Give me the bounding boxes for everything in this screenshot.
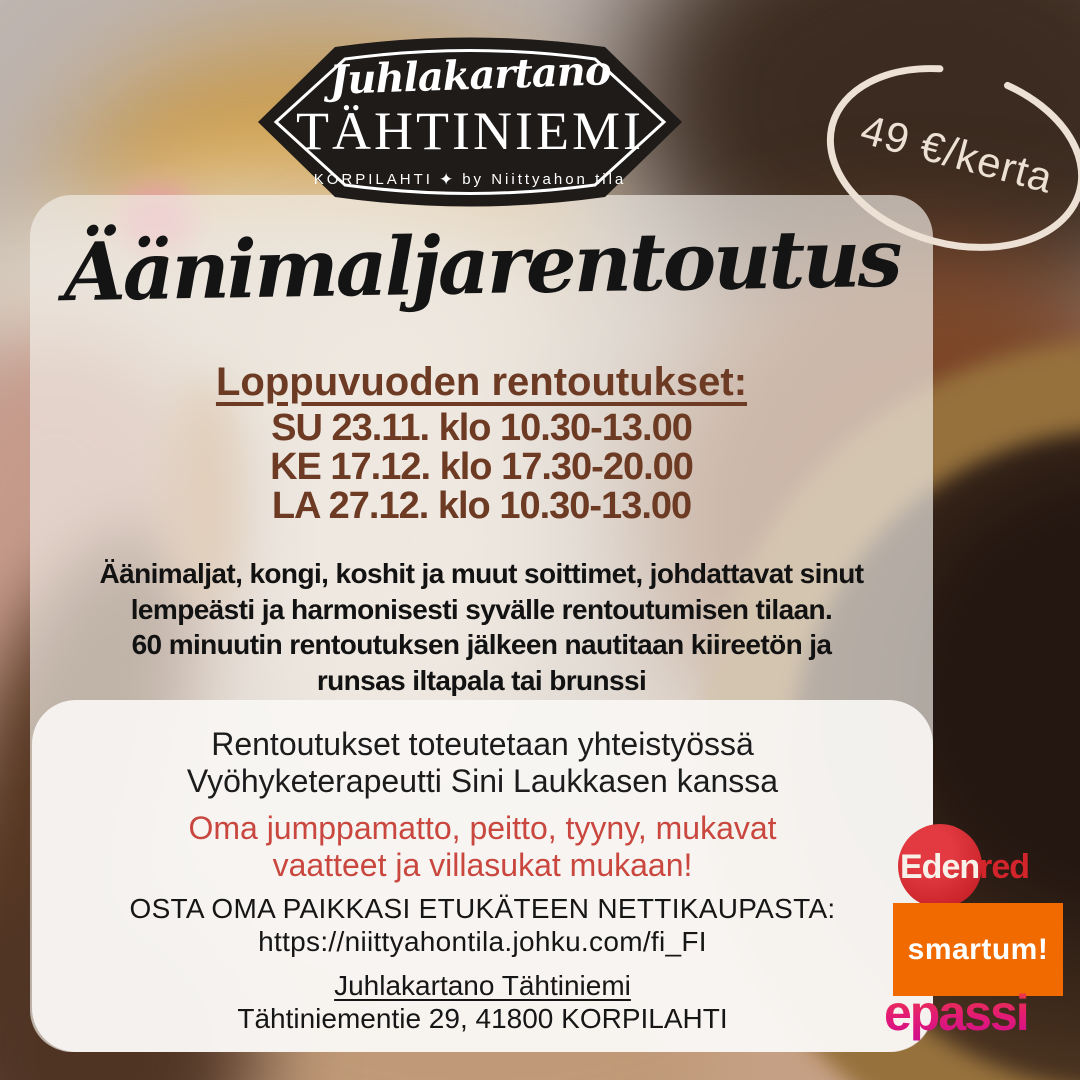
venue-name: Juhlakartano Tähtiniemi [334,970,631,1001]
schedule-session: SU 23.11. klo 10.30-13.00 [271,407,692,449]
schedule-heading: Loppuvuoden rentoutukset: [215,360,748,404]
badge-script-text: Juhlakartano [328,47,612,104]
poster-title: Äänimaljarentoutus [62,210,901,320]
badge-venue-name: TÄHTINIEMI [296,101,644,161]
schedule-session: LA 27.12. klo 10.30-13.00 [271,484,692,527]
bring-along-line: vaatteet ja villasukat mukaan! [272,847,693,884]
purchase-info [32,893,933,959]
venue-address-block [32,970,933,1036]
description-line: runsas iltapala tai brunssi [316,664,647,696]
edenred-logo [896,824,1066,912]
badge-tagline [250,170,690,190]
smartum-wordmark: smartum! [907,932,1049,966]
smartum-logo [893,903,1063,996]
epassi-logo: epassi [884,985,1028,1041]
description-line: 60 minuutin rentoutuksen jälkeen nautitaan kiireetön ja [131,629,832,661]
venue-address: Tähtiniementie 29, 41800 KORPILAHTI [237,1002,728,1034]
edenred-word-white: Eden [900,848,980,886]
badge-tagline-city: KORPILAHTI [313,171,433,188]
edenred-word-red: red [979,848,1030,886]
schedule-list [30,409,933,525]
edenred-wordmark [900,848,1029,887]
collaboration-line: Rentoutukset toteutetaan yhteistyössä [211,726,754,762]
description-line: Äänimaljat, kongi, koshit ja muut soittimet, johdattavat sinut [99,558,864,589]
bring-along-line: Oma jumppamatto, peitto, tyyny, mukavat [188,810,777,846]
description-paragraph [40,556,923,698]
sparkle-icon: ✦ [438,170,457,189]
venue-logo-badge [250,22,690,222]
purchase-heading: OSTA OMA PAIKKASI ETUKÄTEEN NETTIKAUPASTA: [129,893,836,924]
description-line: lempeästi ja harmonisesti syvälle rentoutumisen tilaan. [130,593,833,625]
price-label: 49 €/kerta [856,105,1059,202]
collaboration-note [32,726,933,800]
collaboration-line: Vyöhyketerapeutti Sini Laukkasen kanssa [186,763,779,800]
bring-along-note [32,810,933,884]
schedule-session: KE 17.12. klo 17.30-20.00 [270,445,693,488]
purchase-url: https://niittyahontila.johku.com/fi_FI [258,925,707,957]
badge-tagline-by: by Niittyahon tila [462,171,627,188]
